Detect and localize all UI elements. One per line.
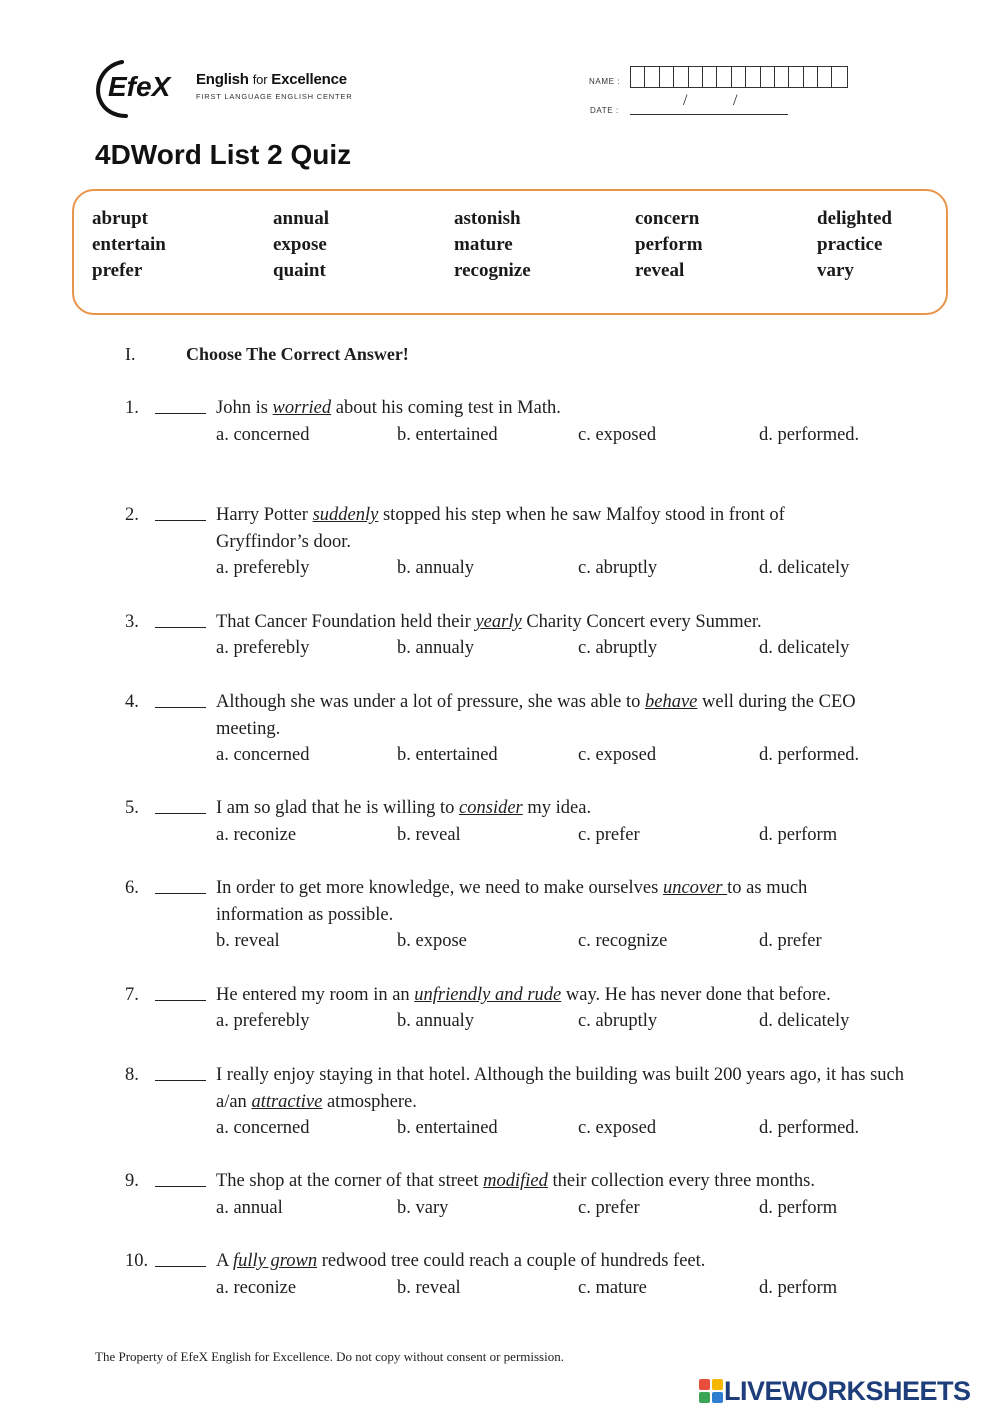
option-d[interactable]: d. perform [759, 1278, 838, 1298]
highlighted-word: uncover [662, 878, 728, 898]
word-bank-word: quaint [273, 260, 326, 281]
question-number: 5. [125, 798, 139, 818]
option-a[interactable]: a. annual [216, 1198, 283, 1218]
word-bank-word: delighted [817, 208, 892, 229]
option-b[interactable]: b. annualy [397, 638, 475, 658]
question-stem: Harry Potter suddenly stopped his step when he saw Malfoy stood in front of Gryffindor’s door. [216, 505, 785, 552]
highlighted-word: yearly [475, 612, 522, 632]
question-number: 9. [125, 1171, 139, 1191]
efex-logo [92, 56, 382, 120]
word-bank-word: mature [454, 234, 513, 255]
option-d[interactable]: d. perform [759, 825, 838, 845]
word-bank-word: practice [817, 234, 883, 255]
question-number: 8. [125, 1065, 139, 1085]
word-bank [72, 189, 948, 315]
option-b[interactable]: b. reveal [397, 825, 461, 845]
word-bank-word: vary [817, 260, 854, 281]
word-bank-word: expose [273, 234, 327, 255]
highlighted-word: consider [459, 798, 523, 818]
option-b[interactable]: b. entertained [397, 745, 498, 765]
highlighted-word: suddenly [312, 505, 379, 525]
footer-copyright: The Property of EfeX English for Excellence. Do not copy without consent or permission. [95, 1349, 564, 1364]
logo-wordmark: EfeX [108, 71, 171, 102]
question-stem: That Cancer Foundation held their yearly Charity Concert every Summer. [216, 612, 762, 632]
question-stem: I am so glad that he is willing to consider my idea. [216, 798, 592, 818]
option-c[interactable]: c. mature [578, 1278, 647, 1298]
date-slash-1: / [683, 92, 688, 109]
section-title: Choose The Correct Answer! [186, 344, 409, 364]
question-stem: I really enjoy staying in that hotel. Although the building was built 200 years ago, it has such a/an attractive atmosphere. [216, 1065, 904, 1112]
option-d[interactable]: d. delicately [759, 558, 850, 578]
date-input-line[interactable] [630, 96, 788, 115]
option-b[interactable]: b. annualy [397, 1011, 475, 1031]
option-a[interactable]: a. reconize [216, 825, 297, 845]
option-c[interactable]: c. recognize [578, 931, 668, 951]
question-number: 10. [125, 1251, 149, 1271]
highlighted-word: worried [272, 398, 332, 418]
option-b[interactable]: b. entertained [397, 425, 498, 445]
word-bank-word: annual [273, 208, 329, 229]
name-input-boxes[interactable] [630, 66, 848, 88]
answer-blank[interactable] [155, 1062, 206, 1081]
page-title: 4DWord List 2 Quiz [95, 139, 352, 170]
highlighted-word: attractive [251, 1091, 323, 1112]
option-a[interactable]: a. preferebly [216, 638, 310, 658]
option-b[interactable]: b. expose [397, 931, 467, 951]
highlighted-word: modified [483, 1171, 548, 1191]
liveworksheets-logo-icon [698, 1378, 724, 1404]
option-d[interactable]: d. prefer [759, 931, 822, 951]
brand-tagline: FIRST LANGUAGE ENGLISH CENTER [196, 92, 353, 101]
word-bank-word: entertain [92, 234, 166, 255]
option-c[interactable]: c. exposed [578, 1118, 657, 1138]
date-slash-2: / [733, 92, 738, 109]
answer-blank[interactable] [155, 689, 206, 708]
answer-blank[interactable] [155, 875, 206, 894]
option-d[interactable]: d. performed. [759, 745, 860, 765]
word-bank-word: astonish [454, 208, 521, 229]
question-stem: In order to get more knowledge, we need to make ourselves uncover to as much information as possible. [216, 878, 808, 925]
option-a[interactable]: a. concerned [216, 1118, 310, 1138]
question-number: 7. [125, 985, 139, 1005]
option-a[interactable]: a. concerned [216, 425, 310, 445]
logo-swoosh-icon [92, 56, 192, 120]
highlighted-word: fully grown [232, 1251, 318, 1271]
option-c[interactable]: c. exposed [578, 425, 657, 445]
answer-blank[interactable] [155, 502, 206, 521]
question-stem: John is worried about his coming test in Math. [216, 398, 561, 418]
option-c[interactable]: c. prefer [578, 825, 640, 845]
question-number: 6. [125, 878, 139, 898]
answer-blank[interactable] [155, 1168, 206, 1187]
answer-blank[interactable] [155, 609, 206, 628]
option-a[interactable]: b. reveal [216, 931, 280, 951]
answer-blank[interactable] [155, 395, 206, 414]
option-b[interactable]: b. reveal [397, 1278, 461, 1298]
word-bank-word: prefer [92, 260, 143, 281]
option-c[interactable]: c. abruptly [578, 638, 658, 658]
question-stem: The shop at the corner of that street modified their collection every three months. [216, 1171, 816, 1191]
option-b[interactable]: b. vary [397, 1198, 449, 1218]
answer-blank[interactable] [155, 982, 206, 1001]
highlighted-word: behave [645, 692, 698, 712]
word-bank-word: recognize [454, 260, 531, 281]
option-a[interactable]: a. concerned [216, 745, 310, 765]
word-bank-word: reveal [635, 260, 685, 281]
highlighted-word: unfriendly and rude [414, 985, 562, 1005]
option-c[interactable]: c. prefer [578, 1198, 640, 1218]
option-a[interactable]: a. preferebly [216, 558, 310, 578]
brand-name: English for Excellence [196, 71, 347, 88]
answer-blank[interactable] [155, 795, 206, 814]
option-d[interactable]: d. performed. [759, 425, 860, 445]
watermark-text: LIVEWORKSHEETS [724, 1375, 971, 1406]
option-d[interactable]: d. perform [759, 1198, 838, 1218]
option-b[interactable]: b. entertained [397, 1118, 498, 1138]
option-d[interactable]: d. delicately [759, 1011, 850, 1031]
option-d[interactable]: d. performed. [759, 1118, 860, 1138]
option-a[interactable]: a. preferebly [216, 1011, 310, 1031]
question-number: 3. [125, 612, 139, 632]
option-c[interactable]: c. exposed [578, 745, 657, 765]
answer-blank[interactable] [155, 1248, 206, 1267]
name-label: NAME : [589, 77, 621, 86]
option-c[interactable]: c. abruptly [578, 558, 658, 578]
option-b[interactable]: b. annualy [397, 558, 475, 578]
question-number: 1. [125, 398, 139, 418]
question-number: 2. [125, 505, 139, 525]
question-stem: A fully grown redwood tree could reach a couple of hundreds feet. [216, 1251, 706, 1271]
word-bank-word: concern [635, 208, 700, 229]
question-number: 4. [125, 692, 139, 712]
option-d[interactable]: d. delicately [759, 638, 850, 658]
option-a[interactable]: a. reconize [216, 1278, 297, 1298]
word-bank-word: perform [635, 234, 703, 255]
question-stem: Although she was under a lot of pressure, she was able to behave well during the CEO meeting. [216, 692, 856, 739]
option-c[interactable]: c. abruptly [578, 1011, 658, 1031]
date-label: DATE : [590, 106, 619, 115]
word-bank-word: abrupt [92, 208, 148, 229]
question-stem: He entered my room in an unfriendly and rude way. He has never done that before. [216, 985, 831, 1005]
section-number: I. [125, 344, 136, 364]
liveworksheets-watermark [698, 1376, 971, 1406]
